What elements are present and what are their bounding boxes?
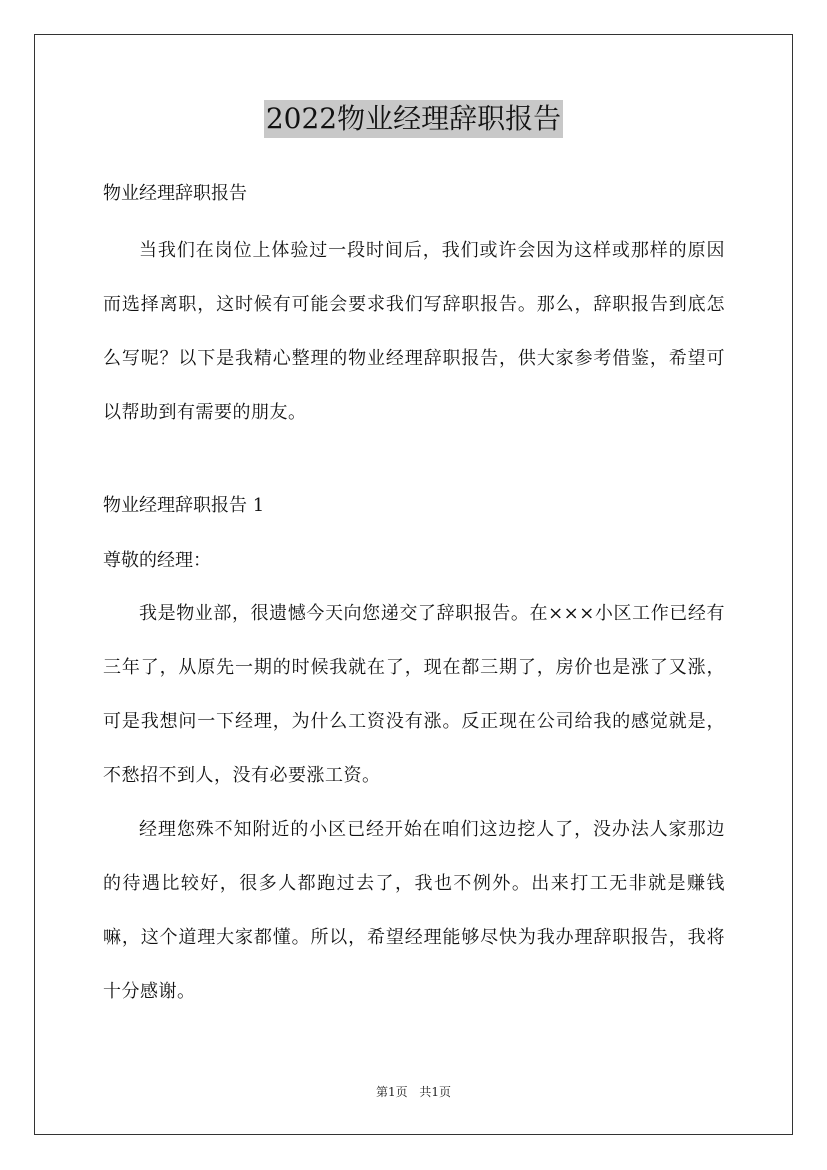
title-container [0,100,827,138]
section-heading: 物业经理辞职报告 1 [103,495,265,516]
body-paragraph: 我是物业部，很遗憾今天向您递交了辞职报告。在×××小区工作已经有三年了，从原先一期的时候我就在了，现在都三期了，房价也是涨了又涨，可是我想问一下经理，为什么工资没有涨。反正现在公司给我的感觉就是，不愁招不到人，没有必要涨工资。 [103,603,725,786]
intro-paragraph: 当我们在岗位上体验过一段时间后，我们或许会因为这样或那样的原因而选择离职，这时候有可能会要求我们写辞职报告。那么，辞职报告到底怎么写呢？以下是我精心整理的物业经理辞职报告，供大家参考借鉴，希望可以帮助到有需要的朋友。 [103,240,725,423]
document-body [103,176,725,1019]
page-number-current: 第1页 [375,1085,408,1099]
document-title: 2022物业经理辞职报告 [264,100,563,138]
page-number-total: 共1页 [419,1085,452,1099]
page-footer [0,1083,827,1100]
salutation: 尊敬的经理： [103,550,211,571]
document-subtitle: 物业经理辞职报告 [103,183,247,204]
body-paragraph: 经理您殊不知附近的小区已经开始在咱们这边挖人了，没办法人家那边的待遇比较好，很多人都跑过去了，我也不例外。出来打工无非就是赚钱嘛，这个道理大家都懂。所以，希望经理能够尽快为我办理辞职报告，我将十分感谢。 [103,819,725,1002]
